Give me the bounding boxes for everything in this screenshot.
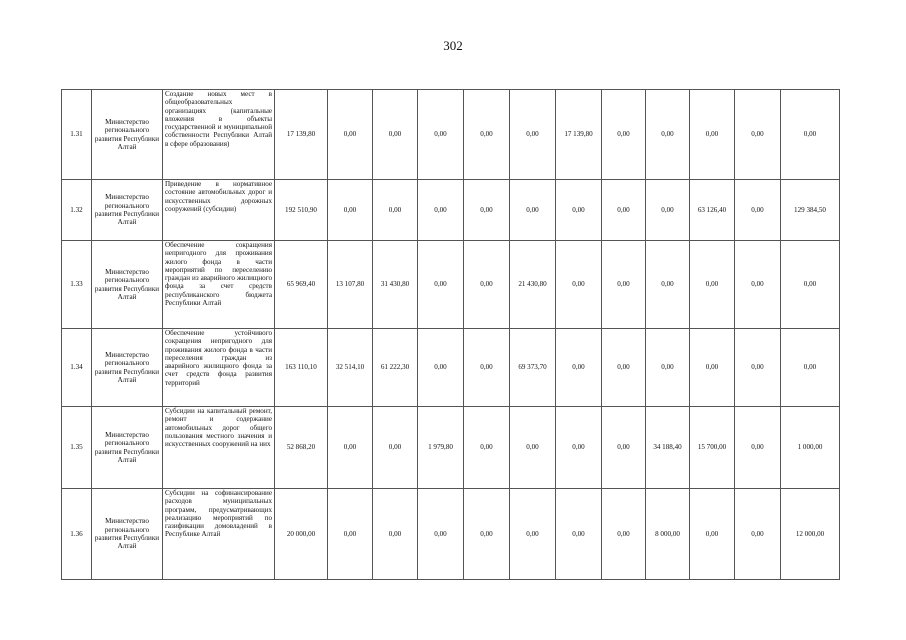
value-cell: 0,00	[781, 241, 840, 329]
value-cell: 0,00	[735, 90, 781, 180]
value-cell: 0,00	[418, 329, 464, 407]
value-cell: 0,00	[781, 329, 840, 407]
value-cell: 0,00	[556, 329, 602, 407]
value-cell: 13 107,80	[328, 241, 373, 329]
value-cell: 0,00	[464, 407, 510, 489]
value-cell: 61 222,30	[373, 329, 418, 407]
value-cell: 0,00	[556, 489, 602, 580]
value-cell: 0,00	[602, 241, 646, 329]
value-cell: 0,00	[464, 329, 510, 407]
page-number: 302	[443, 38, 463, 53]
value-cell: 0,00	[510, 90, 556, 180]
row-number-cell: 1.33	[62, 241, 92, 329]
value-cell: 0,00	[510, 407, 556, 489]
value-cell: 0,00	[646, 329, 690, 407]
value-cell: 8 000,00	[646, 489, 690, 580]
value-cell: 0,00	[690, 329, 735, 407]
organization-cell: Министерство регионального развития Республики Алтай	[92, 90, 163, 180]
table-row	[62, 329, 840, 407]
value-cell: 0,00	[690, 489, 735, 580]
value-cell: 0,00	[328, 180, 373, 241]
row-number-cell: 1.32	[62, 180, 92, 241]
description-cell: Создание новых мест в общеобразовательных организациях (капитальные вложения в объекты государственной и муниципальной собственности Республики Алтай в сфере образования)	[163, 90, 275, 180]
value-cell: 129 384,50	[781, 180, 840, 241]
value-cell: 0,00	[735, 407, 781, 489]
value-cell: 65 969,40	[275, 241, 328, 329]
value-cell: 0,00	[602, 329, 646, 407]
value-cell: 0,00	[735, 241, 781, 329]
value-cell: 32 514,10	[328, 329, 373, 407]
value-cell: 1 000,00	[781, 407, 840, 489]
value-cell: 0,00	[328, 489, 373, 580]
value-cell: 17 139,80	[275, 90, 328, 180]
organization-cell: Министерство регионального развития Республики Алтай	[92, 180, 163, 241]
value-cell: 52 868,20	[275, 407, 328, 489]
value-cell: 0,00	[328, 407, 373, 489]
value-cell: 0,00	[373, 180, 418, 241]
value-cell: 0,00	[690, 90, 735, 180]
value-cell: 0,00	[602, 90, 646, 180]
value-cell: 0,00	[690, 241, 735, 329]
value-cell: 163 110,10	[275, 329, 328, 407]
value-cell: 0,00	[602, 180, 646, 241]
value-cell: 12 000,00	[781, 489, 840, 580]
value-cell: 15 700,00	[690, 407, 735, 489]
organization-cell: Министерство регионального развития Республики Алтай	[92, 241, 163, 329]
row-number-cell: 1.31	[62, 90, 92, 180]
value-cell: 17 139,80	[556, 90, 602, 180]
value-cell: 20 000,00	[275, 489, 328, 580]
description-cell: Обеспечение устойчивого сокращения непригодного для проживания жилого фонда в части переселения граждан из аварийного жилищного фонда за счет средств фонда развития территорий	[163, 329, 275, 407]
budget-table	[61, 89, 840, 580]
value-cell: 0,00	[418, 241, 464, 329]
value-cell: 0,00	[373, 90, 418, 180]
value-cell: 0,00	[646, 241, 690, 329]
value-cell: 0,00	[373, 489, 418, 580]
row-number-cell: 1.34	[62, 329, 92, 407]
value-cell: 0,00	[646, 180, 690, 241]
value-cell: 1 979,80	[418, 407, 464, 489]
table-row	[62, 180, 840, 241]
value-cell: 0,00	[602, 489, 646, 580]
value-cell: 0,00	[556, 180, 602, 241]
value-cell: 31 430,80	[373, 241, 418, 329]
value-cell: 0,00	[646, 90, 690, 180]
table-row	[62, 407, 840, 489]
table-row	[62, 90, 840, 180]
value-cell: 0,00	[510, 489, 556, 580]
row-number-cell: 1.36	[62, 489, 92, 580]
value-cell: 0,00	[556, 407, 602, 489]
value-cell: 0,00	[464, 180, 510, 241]
value-cell: 0,00	[328, 90, 373, 180]
table-body	[62, 90, 840, 580]
value-cell: 0,00	[418, 180, 464, 241]
description-cell: Обеспечение сокращения непригодного для проживания жилого фонда в части мероприятий по переселению граждан из аварийного жилищного фонда за счет средств республиканского бюджета Республики Алтай	[163, 241, 275, 329]
value-cell: 0,00	[464, 241, 510, 329]
value-cell: 69 373,70	[510, 329, 556, 407]
table-row	[62, 241, 840, 329]
description-cell: Субсидии на капитальный ремонт, ремонт и содержание автомобильных дорог общего пользования местного значения и искусственных сооружений на них	[163, 407, 275, 489]
organization-cell: Министерство регионального развития Республики Алтай	[92, 329, 163, 407]
value-cell: 0,00	[556, 241, 602, 329]
value-cell: 0,00	[464, 90, 510, 180]
value-cell: 0,00	[781, 90, 840, 180]
value-cell: 0,00	[602, 407, 646, 489]
row-number-cell: 1.35	[62, 407, 92, 489]
value-cell: 0,00	[464, 489, 510, 580]
value-cell: 192 510,90	[275, 180, 328, 241]
value-cell: 21 430,80	[510, 241, 556, 329]
description-cell: Приведение в нормативное состояние автомобильных дорог и искусственных дорожных сооружений (субсидии)	[163, 180, 275, 241]
value-cell: 0,00	[418, 489, 464, 580]
table-row	[62, 489, 840, 580]
value-cell: 0,00	[735, 329, 781, 407]
value-cell: 0,00	[735, 180, 781, 241]
value-cell: 63 126,40	[690, 180, 735, 241]
organization-cell: Министерство регионального развития Республики Алтай	[92, 489, 163, 580]
organization-cell: Министерство регионального развития Республики Алтай	[92, 407, 163, 489]
value-cell: 0,00	[418, 90, 464, 180]
value-cell: 0,00	[510, 180, 556, 241]
value-cell: 0,00	[735, 489, 781, 580]
value-cell: 34 188,40	[646, 407, 690, 489]
description-cell: Субсидии на софинансирование расходов муниципальных программ, предусматривающих реализацию мероприятий по газификации домовладений в Республике Алтай	[163, 489, 275, 580]
value-cell: 0,00	[373, 407, 418, 489]
